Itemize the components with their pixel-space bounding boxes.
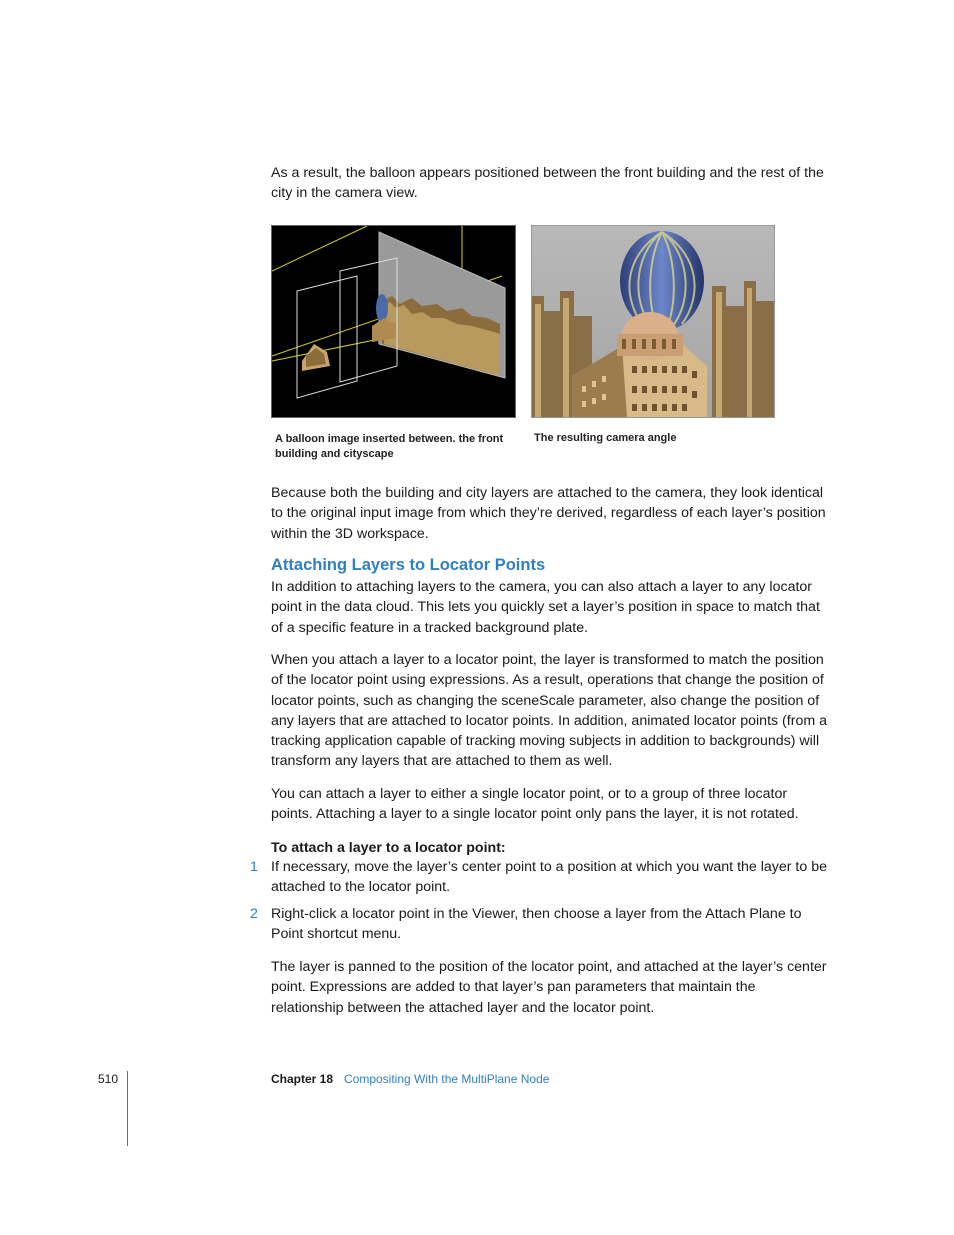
paragraph-single-or-group: You can attach a layer to either a single locator point, or to a group of three locator points. Attaching a layer to a single locator point only pans the layer, it is not rotated. (271, 786, 799, 823)
footer-chapter-title: Compositing With the MultiPlane Node (344, 1072, 550, 1086)
paragraph-building-layers: Because both the building and city layers are attached to the camera, they look identical to the original input image from which they’re derived, regardless of each layer’s position within the 3D workspace. (271, 485, 826, 542)
procedure-title: To attach a layer to a locator point: (271, 840, 506, 856)
step-text-1: If necessary, move the layer’s center point to a position at which you want the layer to be attached to the locator point. (271, 859, 827, 896)
footer-chapter: Chapter 18 (271, 1072, 334, 1086)
step-number-2: 2 (250, 906, 258, 922)
section-heading: Attaching Layers to Locator Points (271, 556, 546, 574)
figure-caption-left: A balloon image inserted between. the front building and cityscape (275, 433, 504, 460)
paragraph-result: The layer is panned to the position of the locator point, and attached at the layer’s center point. Expressions are added to that layer’s pan parameters that maintain the relationship between the attached layer and the locator point. (271, 959, 827, 1016)
figure-3d-workspace (271, 225, 516, 418)
paragraph-locator-transform: When you attach a layer to a locator point, the layer is transformed to match the position of the locator point using expressions. As a result, operations that change the position of locator points, such as changing the sceneScale parameter, also change the position of any layers that are attached to locator points. In addition, animated locator points (from a tracking application capable of tracking moving subjects in addition to backgrounds) will transform any layers that are attached to them as well. (271, 652, 827, 770)
workspace-illustration (272, 226, 515, 417)
page-number: 510 (98, 1072, 119, 1086)
figure-camera-view (531, 225, 775, 418)
paragraph-locator-intro: In addition to attaching layers to the camera, you can also attach a layer to any locator point in the data cloud. This lets you quickly set a layer’s position in space to match that of a specific feature in a tracked background plate. (271, 579, 820, 636)
camera-view-illustration (532, 226, 774, 417)
step-number-1: 1 (250, 859, 258, 875)
intro-paragraph: As a result, the balloon appears positioned between the front building and the rest of the city in the camera view. (271, 165, 824, 202)
figure-caption-right: The resulting camera angle (534, 432, 677, 444)
step-text-2: Right-click a locator point in the Viewer, then choose a layer from the Attach Plane to Point shortcut menu. (271, 906, 802, 943)
footer-divider (127, 1071, 128, 1146)
